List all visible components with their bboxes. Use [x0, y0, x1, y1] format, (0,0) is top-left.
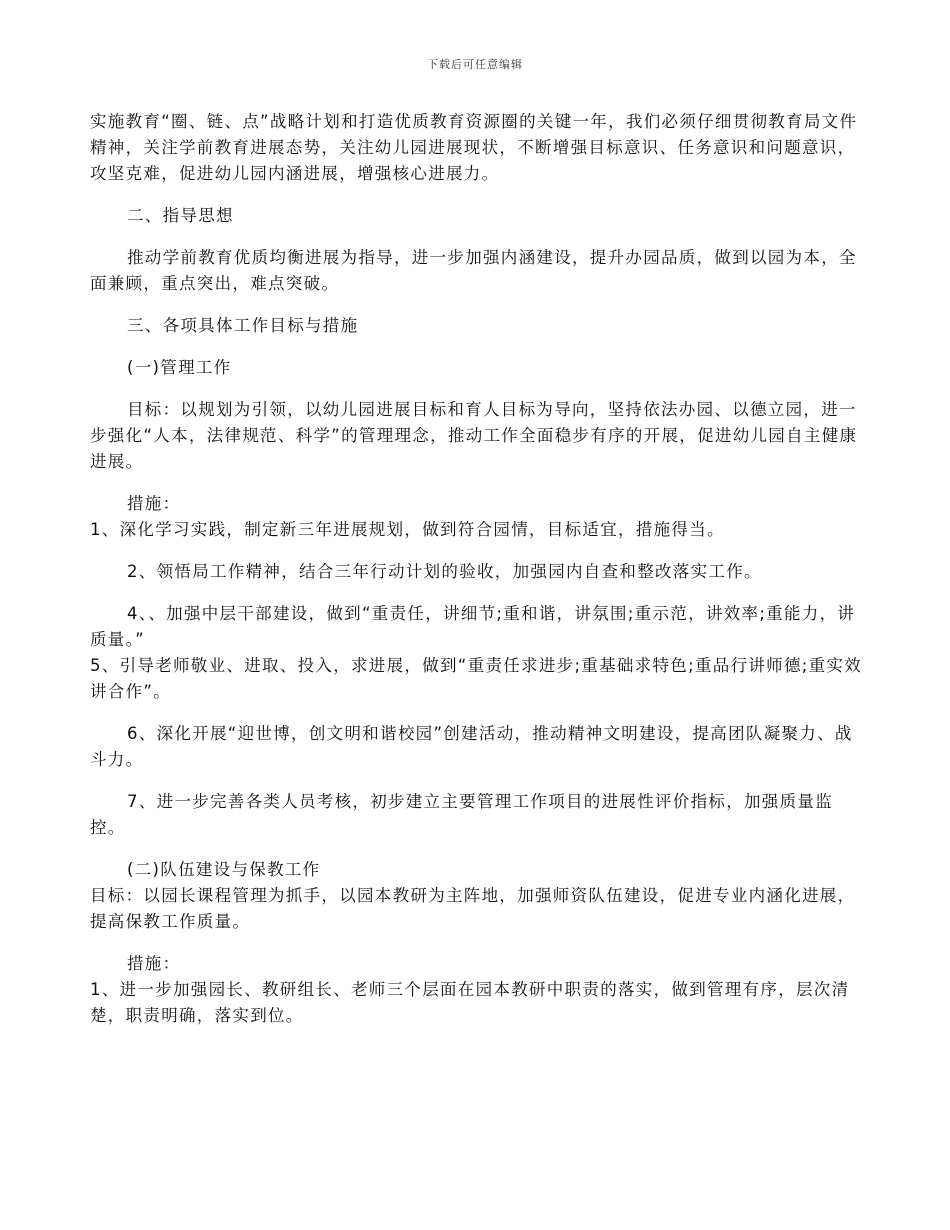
- heading-goals-measures: 三、各项具体工作目标与措施: [127, 316, 359, 335]
- paragraph-intro: 实施教育“圈、链、点”战略计划和打造优质教育资源圈的关键一年，我们必须仔细贯彻教育局文件精神，关注学前教育进展态势，关注幼儿园进展现状，不断增强目标意识、任务意识和问题意识，攻坚克难，促进幼儿园内涵进展，增强核心进展力。: [90, 112, 858, 183]
- label-measures-2: 措施：: [127, 954, 181, 973]
- paragraph-guiding-thought: 推动学前教育优质均衡进展为指导，进一步加强内涵建设，提升办园品质，做到以园为本，全面兼顾，重点突出，难点突破。: [90, 248, 857, 293]
- page-header: 下载后可任意编辑: [427, 58, 523, 71]
- list-item-measure-7: 7、进一步完善各类人员考核，初步建立主要管理工作项目的进展性评价指标，加强质量监控。: [90, 792, 833, 837]
- paragraph-team-goal: 目标：以园长课程管理为抓手，以园本教研为主阵地，加强师资队伍建设，促进专业内涵化进展，提高保教工作质量。: [90, 886, 856, 931]
- heading-guiding-thought: 二、指导思想: [127, 206, 234, 225]
- document-body: [90, 109, 865, 1029]
- list-item-team-measure-1: 1、进一步加强园长、教研组长、老师三个层面在园本教研中职责的落实，做到管理有序，层次清楚，职责明确，落实到位。: [90, 980, 850, 1025]
- list-item-measure-5: 5、引导老师敬业、进取、投入，求进展，做到“重责任求进步;重基础求特色;重品行讲师德;重实效讲合作”。: [90, 656, 863, 701]
- label-measures-1: 措施：: [127, 494, 181, 513]
- subheading-management: (一)管理工作: [127, 358, 232, 377]
- paragraph-management-goal: 目标：以规划为引领，以幼儿园进展目标和育人目标为导向，坚持依法办园、以德立园，进一步强化“人本，法律规范、科学”的管理理念，推动工作全面稳步有序的开展，促进幼儿园自主健康进展。: [90, 400, 858, 471]
- list-item-measure-6: 6、深化开展“迎世博，创文明和谐校园”创建活动，推动精神文明建设，提高团队凝聚力、战斗力。: [90, 724, 853, 769]
- list-item-measure-4: 4、、加强中层干部建设，做到“重责任，讲细节;重和谐，讲氛围;重示范，讲效率;重能力，讲质量。”: [90, 604, 856, 649]
- list-item-measure-2: 2、领悟局工作精神，结合三年行动计划的验收，加强园内自查和整改落实工作。: [127, 562, 762, 581]
- list-item-measure-1: 1、深化学习实践，制定新三年进展规划，做到符合园情，目标适宜，措施得当。: [90, 520, 725, 539]
- subheading-team-building: (二)队伍建设与保教工作: [127, 860, 321, 879]
